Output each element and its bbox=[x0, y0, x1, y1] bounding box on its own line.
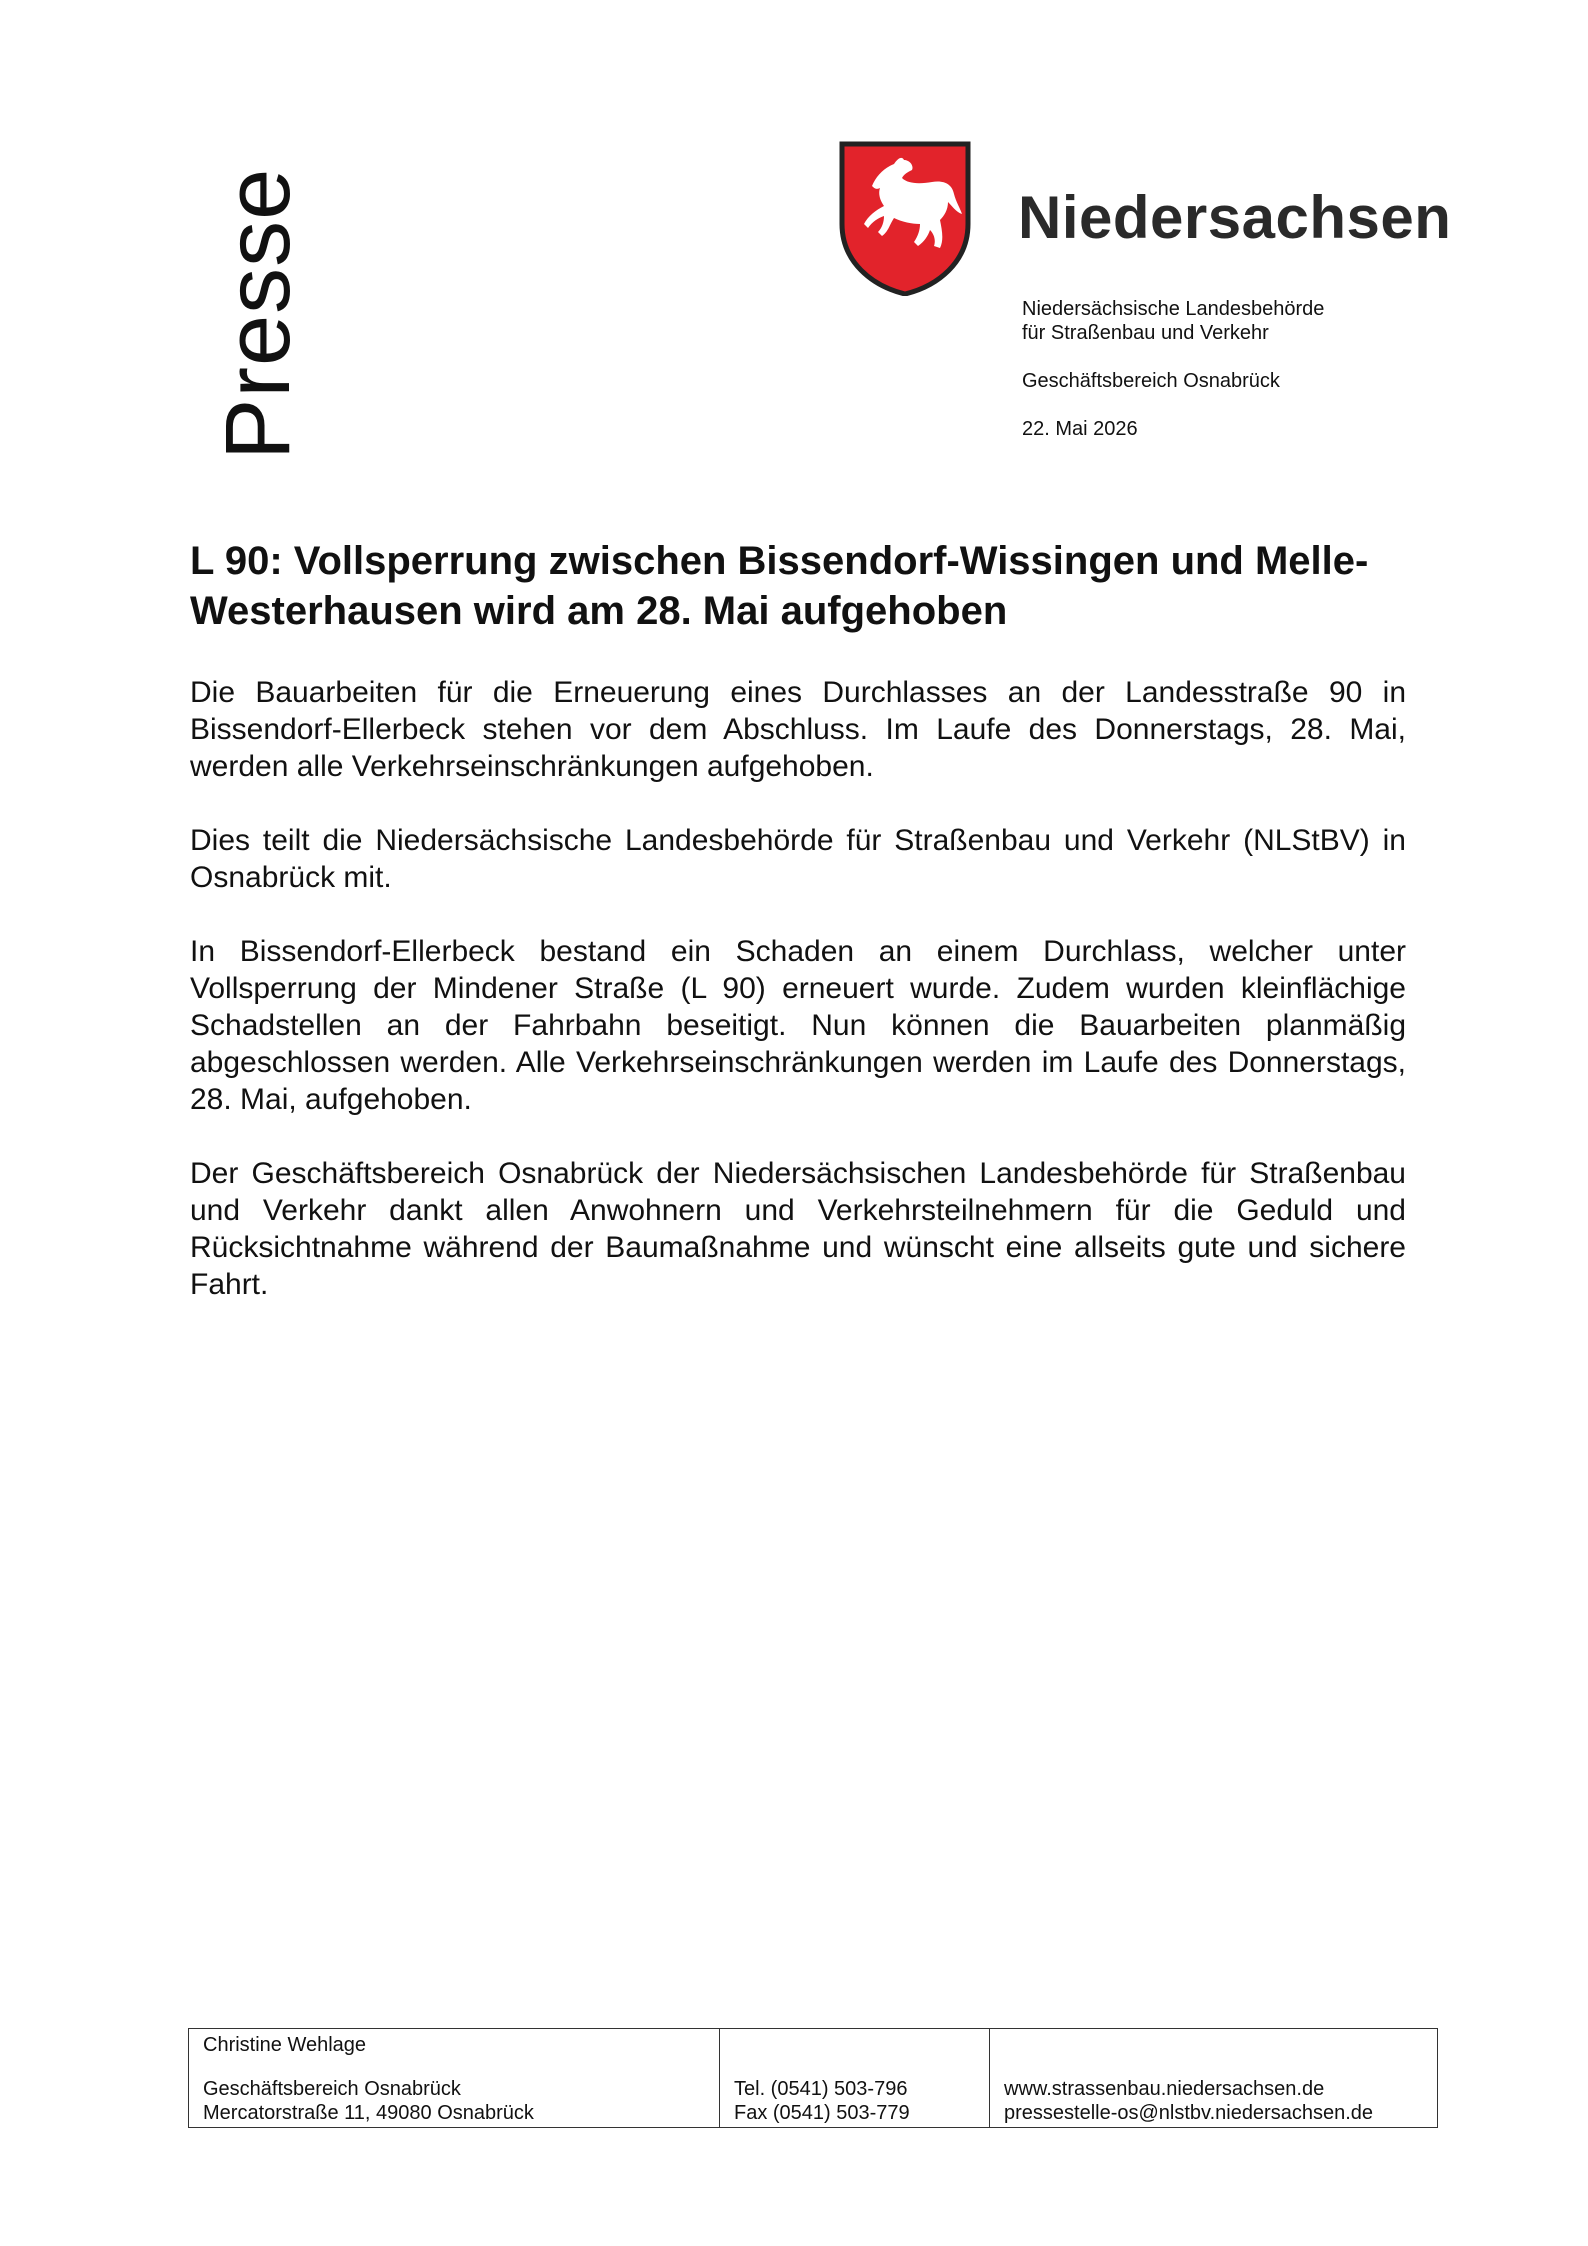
agency-name-line1: Niedersächsische Landesbehörde bbox=[1022, 298, 1325, 320]
presse-label-wrap bbox=[207, 150, 309, 460]
brand-wordmark: Niedersachsen bbox=[1018, 184, 1452, 251]
article-body bbox=[190, 674, 1406, 1340]
contact-fax: Fax (0541) 503-779 bbox=[734, 2102, 910, 2124]
contact-address-block bbox=[203, 2077, 534, 2125]
contact-division: Geschäftsbereich Osnabrück bbox=[203, 2078, 461, 2100]
division-name: Geschäftsbereich Osnabrück bbox=[1022, 370, 1280, 392]
article-paragraph-2: Dies teilt die Niedersächsische Landesbehörde für Straßenbau und Verkehr (NLStBV) in Osnabrück mit. bbox=[190, 824, 1406, 894]
footer-contact-column bbox=[189, 2029, 719, 2127]
contact-tel: Tel. (0541) 503-796 bbox=[734, 2078, 908, 2100]
contact-website-link[interactable]: www.strassenbau.niedersachsen.de bbox=[1004, 2078, 1325, 2100]
article-headline: L 90: Vollsperrung zwischen Bissendorf-Wissingen und Melle-Westerhausen wird am 28. Mai aufgehoben bbox=[190, 539, 1369, 633]
agency-block bbox=[1022, 297, 1324, 441]
press-date: 22. Mai 2026 bbox=[1022, 418, 1138, 440]
phone-block bbox=[734, 2077, 910, 2125]
presse-label: Presse bbox=[207, 167, 309, 460]
contact-email-link[interactable]: pressestelle-os@nlstbv.niedersachsen.de bbox=[1004, 2102, 1374, 2124]
article-paragraph-4: Der Geschäftsbereich Osnabrück der Niedersächsischen Landesbehörde für Straßenbau und Verkehr dankt allen Anwohnern und Verkehrsteilnehmern für die Geduld und Rücksichtnahme während der Baumaßnahme und wünscht eine allseits gute und sichere Fahrt. bbox=[190, 1157, 1406, 1301]
contact-address: Mercatorstraße 11, 49080 Osnabrück bbox=[203, 2102, 534, 2124]
niedersachsen-horse-crest-icon bbox=[838, 140, 972, 296]
article-paragraph-3: In Bissendorf-Ellerbeck bestand ein Schaden an einem Durchlass, welcher unter Vollsperrung der Mindener Straße (L 90) erneuert wurde. Zudem wurden kleinflächige Schadstellen an der Fahrbahn beseitigt. Nun können die Bauarbeiten planmäßig abgeschlossen werden. Alle Verkehrseinschränkungen werden im Laufe des Donnerstags, 28. Mai, aufgehoben. bbox=[190, 935, 1406, 1116]
agency-name-line2: für Straßenbau und Verkehr bbox=[1022, 322, 1269, 344]
footer-phone-column bbox=[719, 2029, 989, 2127]
footer-contact-table bbox=[188, 2028, 1438, 2128]
contact-name: Christine Wehlage bbox=[203, 2034, 367, 2056]
footer-web-column bbox=[989, 2029, 1437, 2127]
article-paragraph-1: Die Bauarbeiten für die Erneuerung eines Durchlasses an der Landesstraße 90 in Bissendorf-Ellerbeck stehen vor dem Abschluss. Im Laufe des Donnerstags, 28. Mai, werden alle Verkehrseinschränkungen aufgehoben. bbox=[190, 676, 1406, 783]
web-block bbox=[1004, 2077, 1373, 2125]
